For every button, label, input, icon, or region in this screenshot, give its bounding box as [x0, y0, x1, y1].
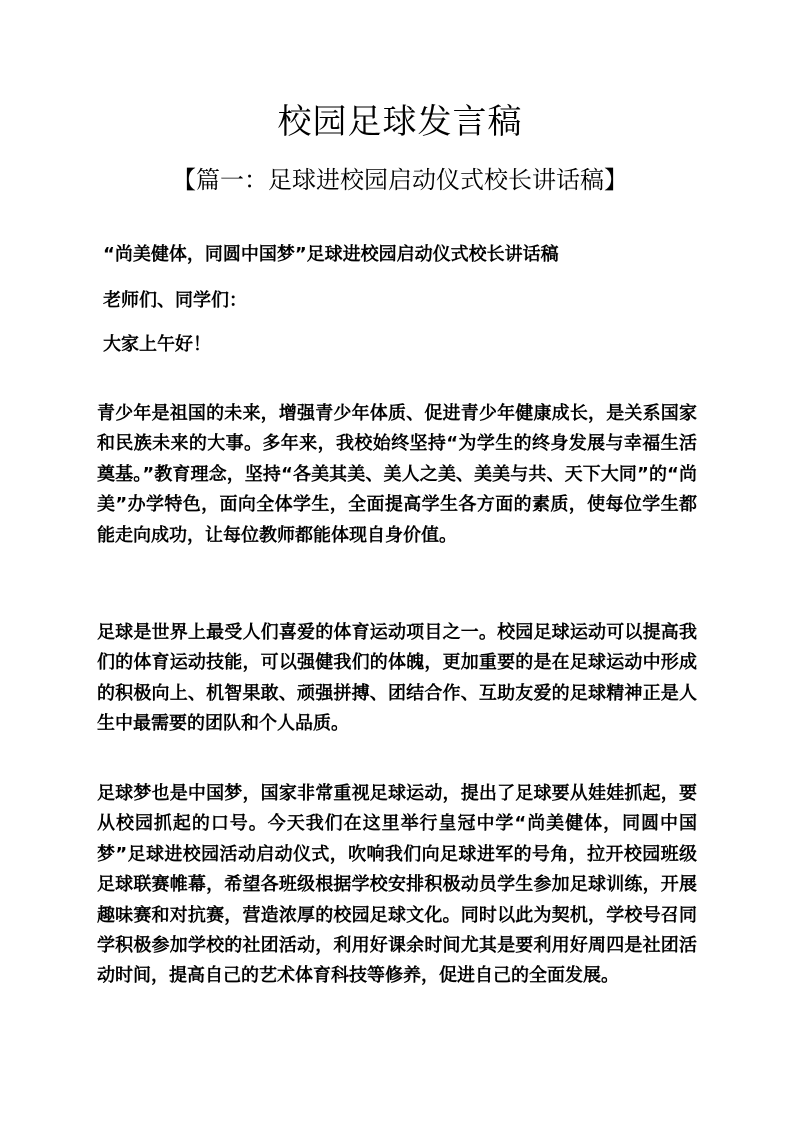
salutation: 大家上午好！ — [103, 334, 211, 355]
document-subtitle: 【篇一：足球进校园启动仪式校长讲话稿】 — [172, 166, 628, 194]
greeting: 老师们、同学们： — [103, 290, 247, 311]
document-title: 校园足球发言稿 — [277, 102, 523, 142]
paragraph-2: 足球是世界上最受人们喜爱的体育运动项目之一。校园足球运动可以提高我们的体育运动技能，可以强健我们的体魄，更加重要的是在足球运动中形成的积极向上、机智果敢、顽强拼搏、团结合作、互助友爱的足球精神正是人生中最需要的团队和个人品质。 — [97, 622, 697, 735]
paragraph-1: 青少年是祖国的未来，增强青少年体质、促进青少年健康成长，是关系国家和民族未来的大事。多年来，我校始终坚持“为学生的终身发展与幸福生活奠基。”教育理念，坚持“各美其美、美人之美、美美与共、天下大同”的“尚美”办学特色，面向全体学生，全面提高学生各方面的素质，使每位学生都能走向成功，让每位教师都能体现自身价值。 — [97, 403, 697, 546]
speech-heading: “尚美健体，同圆中国梦”足球进校园启动仪式校长讲话稿 — [103, 244, 559, 265]
paragraph-3: 足球梦也是中国梦，国家非常重视足球运动，提出了足球要从娃娃抓起，要从校园抓起的口号。今天我们在这里举行皇冠中学“尚美健体，同圆中国梦”足球进校园活动启动仪式，吹响我们向足球进军的号角，拉开校园班级足球联赛帷幕，希望各班级根据学校安排积极动员学生参加足球训练，开展趣味赛和对抗赛，营造浓厚的校园足球文化。同时以此为契机，学校号召同学积极参加学校的社团活动，利用好课余时间尤其是要利用好周四是社团活动时间，提高自己的艺术体育科技等修养，促进自己的全面发展。 — [97, 783, 697, 987]
